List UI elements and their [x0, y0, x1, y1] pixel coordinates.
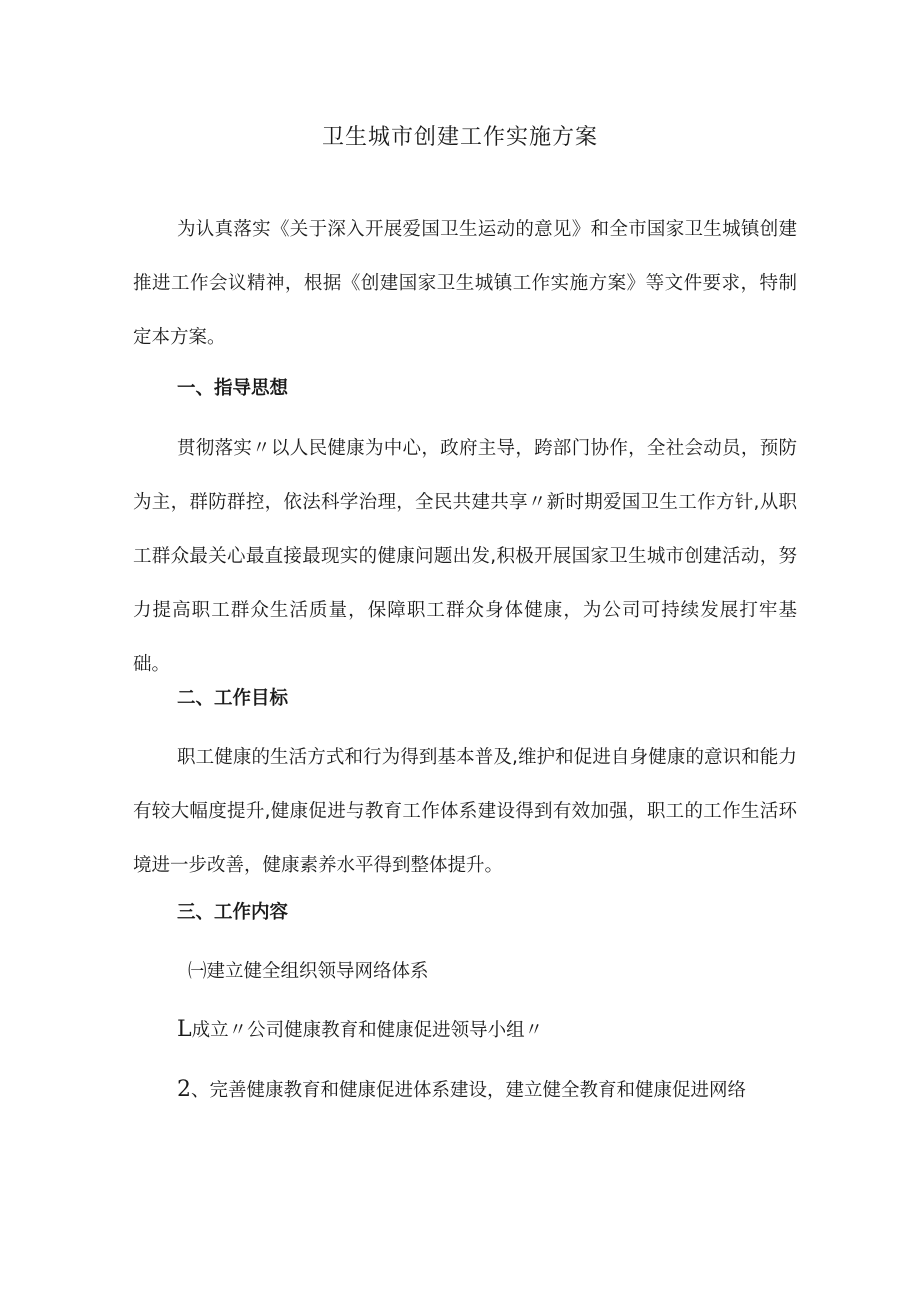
section-heading-work-goals: 二、工作目标 [177, 688, 289, 709]
section-heading-guiding-thought: 一、指导思想 [177, 378, 289, 399]
section-body-work-goals: 职工健康的生活方式和行为得到基本普及,维护和促进自身健康的意识和能力有较大幅度提升,健康促进与教育工作体系建设得到有效加强，职工的工作生活环境进一步改善，健康素养水平得到整体提升。 [133, 747, 797, 876]
document-title: 卫生城市创建工作实施方案 [321, 125, 598, 150]
list-item-marker: L [177, 1017, 192, 1042]
list-item [177, 1015, 543, 1046]
section-heading-work-content: 三、工作内容 [177, 902, 289, 923]
list-item [133, 1070, 773, 1111]
list-item-marker: 2 [177, 1077, 191, 1102]
intro-paragraph: 为认真落实《关于深入开展爱国卫生运动的意见》和全市国家卫生城镇创建推进工作会议精神，根据《创建国家卫生城镇工作实施方案》等文件要求，特制定本方案。 [133, 219, 797, 348]
subsection-heading: ㈠建立健全组织领导网络体系 [188, 961, 429, 982]
list-item-text: 、完善健康教育和健康促进体系建设，建立健全教育和健康促进网络 [191, 1080, 747, 1101]
section-body-guiding-thought: 贯彻落实〃以人民健康为中心，政府主导，跨部门协作，全社会动员，预防为主，群防群控，依法科学治理，全民共建共享〃新时期爱国卫生工作方针,从职工群众最关心最直接最现实的健康问题出发,积极开展国家卫生城市创建活动，努力提高职工群众生活质量，保障职工群众身体健康，为公司可持续发展打牢基础。 [133, 438, 797, 675]
list-item-text: 成立〃公司健康教育和健康促进领导小组〃 [191, 1020, 544, 1041]
